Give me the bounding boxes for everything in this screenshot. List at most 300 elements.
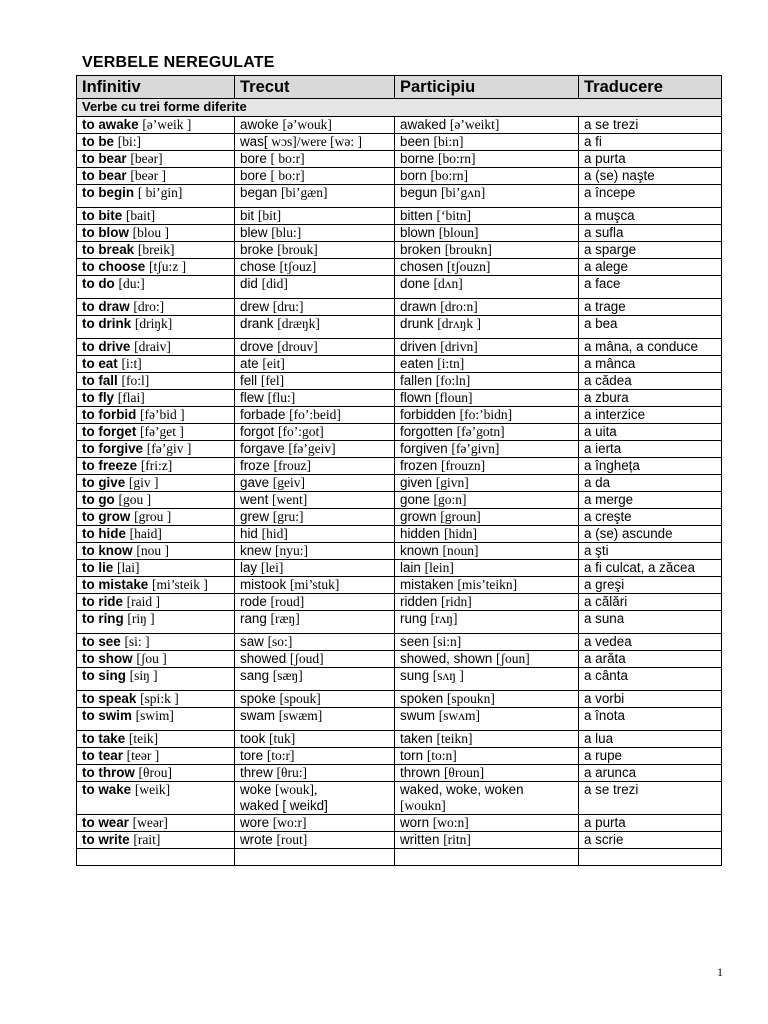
past-cell [235,634,395,651]
participle-word: sung [400,668,430,683]
infinitive-cell [77,708,235,731]
participle-word: driven [400,339,437,354]
table-row [77,691,722,708]
participle-ipa-alt: [woukn] [400,798,446,813]
participle-ipa: [ridn] [440,594,472,609]
translation-text: a suna [584,611,625,626]
past-word: showed [240,651,287,666]
participle-cell [395,526,579,543]
infinitive-word: to forget [82,424,137,439]
translation-cell [579,560,722,577]
infinitive-ipa: [weər] [132,815,168,830]
participle-word: showed, shown [400,651,493,666]
past-word: bit [240,208,255,223]
translation-text: a creşte [584,509,632,524]
translation-text: a (se) ascunde [584,526,673,541]
participle-ipa: [lein] [424,560,454,575]
infinitive-ipa: [spi:k ] [140,691,179,706]
translation-cell [579,441,722,458]
infinitive-word: to forbid [82,407,137,422]
past-word: froze [240,458,270,473]
infinitive-ipa: [fə’get ] [140,424,184,439]
participle-ipa: [to:n] [426,748,457,763]
translation-cell [579,509,722,526]
translation-cell [579,299,722,316]
participle-ipa: [ʃoun] [496,651,530,666]
participle-ipa: [drivn] [440,339,478,354]
past-ipa: [ bo:r] [270,151,305,166]
participle-word: thrown [400,765,441,780]
participle-ipa: [drʌŋk ] [437,316,482,331]
translation-cell [579,708,722,731]
past-ipa: [ræŋ] [270,611,300,626]
header-trecut: Trecut [235,76,395,99]
infinitive-ipa: [riŋ ] [127,611,155,626]
past-word: did [240,276,258,291]
past-cell [235,475,395,492]
translation-text: a interzice [584,407,646,422]
participle-ipa: [broukn] [444,242,492,257]
past-cell [235,185,395,208]
past-word: drank [240,316,274,331]
page-number: 1 [717,965,723,979]
past-ipa: [gru:] [272,509,304,524]
verbs-table [76,75,722,866]
past-cell [235,424,395,441]
infinitive-word: to eat [82,356,118,371]
infinitive-word: to fly [82,390,114,405]
infinitive-ipa: [giv ] [128,475,159,490]
participle-cell [395,708,579,731]
translation-text: a ierta [584,441,622,456]
infinitive-ipa: [i:t] [121,356,142,371]
past-cell [235,225,395,242]
past-word: sang [240,668,270,683]
infinitive-word: to show [82,651,133,666]
infinitive-ipa: [beər ] [130,168,166,183]
translation-text: a cădea [584,373,632,388]
translation-cell [579,259,722,276]
infinitive-cell [77,407,235,424]
translation-text: a uita [584,424,617,439]
participle-cell [395,151,579,168]
participle-word: waked, woke, woken [400,782,524,797]
infinitive-word: to wear [82,815,129,830]
participle-ipa: [sʌŋ ] [432,668,464,683]
infinitive-word: to see [82,634,121,649]
infinitive-cell [77,373,235,390]
past-ipa: [ə’wouk] [282,117,332,132]
infinitive-cell [77,117,235,134]
infinitive-ipa: [breik] [137,242,175,257]
translation-text: a călări [584,594,628,609]
past-cell [235,560,395,577]
infinitive-word: to take [82,731,126,746]
participle-word: borne [400,151,435,166]
infinitive-word: to awake [82,117,139,132]
infinitive-word: to bear [82,151,127,166]
infinitive-word: to hide [82,526,126,541]
past-word: swam [240,708,275,723]
participle-word: lain [400,560,421,575]
past-word: took [240,731,266,746]
infinitive-ipa: [grou ] [134,509,172,524]
past-ipa: [to:r] [266,748,295,763]
past-cell [235,765,395,782]
translation-cell [579,782,722,815]
past-word: wrote [240,832,273,847]
translation-text: a greşi [584,577,625,592]
participle-word: mistaken [400,577,454,592]
infinitive-word: to blow [82,225,129,240]
empty-cell [235,849,395,866]
table-row [77,782,722,815]
infinitive-word: to mistake [82,577,149,592]
infinitive-ipa: [θrou] [138,765,173,780]
infinitive-word: to swim [82,708,132,723]
participle-cell [395,134,579,151]
participle-cell [395,299,579,316]
infinitive-cell [77,748,235,765]
group-row [77,99,722,117]
past-cell [235,117,395,134]
participle-word: fallen [400,373,433,388]
participle-cell [395,492,579,509]
translation-cell [579,492,722,509]
translation-text: a se trezi [584,782,639,797]
translation-cell [579,765,722,782]
past-ipa: [θru:] [276,765,307,780]
infinitive-ipa: [haid] [129,526,162,541]
table-row [77,185,722,208]
past-ipa: [eit] [262,356,285,371]
infinitive-cell [77,815,235,832]
past-cell [235,339,395,356]
participle-cell [395,782,579,815]
infinitive-word: to choose [82,259,146,274]
past-word: rang [240,611,267,626]
infinitive-ipa: [beər] [130,151,163,166]
participle-word: grown [400,509,437,524]
infinitive-ipa: [swim] [135,708,174,723]
translation-cell [579,316,722,339]
participle-cell [395,815,579,832]
past-cell [235,356,395,373]
infinitive-cell [77,424,235,441]
participle-cell [395,276,579,299]
infinitive-ipa: [dro:] [133,299,165,314]
translation-cell [579,611,722,634]
past-ipa: [mi’stuk] [289,577,340,592]
infinitive-cell [77,475,235,492]
translation-text: a îngheța [584,458,640,473]
participle-ipa: [givn] [435,475,469,490]
past-ipa: [bi’gæn] [280,185,328,200]
translation-text: a mâna, a conduce [584,339,698,354]
participle-word: given [400,475,433,490]
participle-cell [395,832,579,849]
participle-word: blown [400,225,435,240]
participle-ipa: [hidn] [443,526,477,541]
past-cell [235,276,395,299]
infinitive-ipa: [tʃu:z ] [148,259,187,274]
past-cell [235,259,395,276]
infinitive-word: to speak [82,691,137,706]
infinitive-cell [77,316,235,339]
participle-ipa: [i:tn] [437,356,465,371]
translation-cell [579,475,722,492]
infinitive-ipa: [bait] [125,208,156,223]
table-row [77,151,722,168]
translation-text: a cânta [584,668,628,683]
header-participiu: Participiu [395,76,579,99]
empty-cell [579,849,722,866]
past-cell [235,168,395,185]
translation-cell [579,691,722,708]
infinitive-word: to bite [82,208,123,223]
past-word: gave [240,475,270,490]
past-word: hid [240,526,258,541]
past-cell [235,441,395,458]
translation-text: a da [584,475,611,490]
infinitive-word: to give [82,475,126,490]
infinitive-cell [77,299,235,316]
infinitive-word: to go [82,492,115,507]
table-row [77,276,722,299]
past-word: bore [240,151,267,166]
participle-ipa: [floun] [435,390,473,405]
past-word: threw [240,765,273,780]
translation-text: a şti [584,543,609,558]
table-row [77,117,722,134]
participle-word: done [400,276,430,291]
past-word: rode [240,594,267,609]
past-ipa: wɔs]/were [wə: ] [271,134,362,149]
infinitive-word: to sing [82,668,126,683]
translation-text: a merge [584,492,634,507]
participle-cell [395,168,579,185]
table-body [77,99,722,849]
participle-cell [395,691,579,708]
past-word: saw [240,634,264,649]
past-ipa: [blu:] [271,225,302,240]
infinitive-word: to forgive [82,441,144,456]
translation-text: a rupe [584,748,622,763]
translation-text: a începe [584,185,636,200]
past-word: lay [240,560,258,575]
infinitive-ipa: [si: ] [124,634,150,649]
infinitive-ipa: [du:] [118,276,145,291]
participle-word: awaked [400,117,447,132]
infinitive-word: to freeze [82,458,138,473]
past-ipa: [drouv] [277,339,318,354]
past-ipa: [frouz] [273,458,311,473]
infinitive-ipa: [fə’bid ] [140,407,185,422]
participle-cell [395,390,579,407]
past-word: broke [240,242,274,257]
participle-word: worn [400,815,430,830]
participle-cell [395,668,579,691]
past-cell [235,458,395,475]
table-row [77,651,722,668]
past-ipa: [ bo:r] [270,168,305,183]
past-ipa: [fel] [260,373,285,388]
past-word-alt: waked [ weikd] [240,798,328,813]
participle-cell [395,316,579,339]
empty-cell [395,849,579,866]
infinitive-cell [77,509,235,526]
participle-word: gone [400,492,430,507]
past-ipa: [lei] [260,560,284,575]
infinitive-ipa: [siŋ ] [129,668,158,683]
past-ipa: [sæŋ] [272,668,303,683]
infinitive-cell [77,560,235,577]
infinitive-ipa: [teik] [128,731,159,746]
participle-ipa: [si:n] [432,634,462,649]
table-row [77,748,722,765]
past-cell [235,316,395,339]
participle-word: taken [400,731,433,746]
past-cell [235,577,395,594]
participle-cell [395,208,579,225]
infinitive-word: to drink [82,316,132,331]
participle-ipa: [ritn] [443,832,471,847]
table-row [77,441,722,458]
translation-cell [579,151,722,168]
past-cell [235,691,395,708]
participle-cell [395,424,579,441]
past-ipa: [bit] [257,208,282,223]
infinitive-ipa: [bi:] [117,134,141,149]
participle-cell [395,634,579,651]
participle-cell [395,458,579,475]
past-ipa: [dræŋk] [277,316,320,331]
past-word: tore [240,748,264,763]
table-row [77,475,722,492]
translation-text: a purta [584,815,626,830]
participle-word: eaten [400,356,434,371]
participle-word: rung [400,611,427,626]
past-word: forgave [240,441,285,456]
infinitive-word: to ride [82,594,123,609]
past-word: began [240,185,278,200]
participle-cell [395,242,579,259]
past-word: forbade [240,407,286,422]
past-cell [235,151,395,168]
table-row [77,259,722,276]
table-row [77,594,722,611]
translation-text: a alege [584,259,628,274]
past-ipa: [nyu:] [275,543,308,558]
participle-ipa: [ə’weikt] [449,117,500,132]
translation-cell [579,731,722,748]
translation-text: a înota [584,708,625,723]
translation-cell [579,526,722,543]
table-row [77,708,722,731]
infinitive-cell [77,492,235,509]
participle-word: hidden [400,526,441,541]
infinitive-cell [77,168,235,185]
infinitive-word: to draw [82,299,130,314]
table-row [77,815,722,832]
translation-cell [579,356,722,373]
participle-cell [395,560,579,577]
past-ipa: [brouk] [277,242,318,257]
table-row [77,543,722,560]
translation-cell [579,339,722,356]
participle-ipa: [dro:n] [440,299,478,314]
infinitive-cell [77,611,235,634]
past-cell [235,731,395,748]
infinitive-cell [77,577,235,594]
table-row [77,611,722,634]
table-row [77,492,722,509]
infinitive-cell [77,225,235,242]
translation-cell [579,134,722,151]
past-ipa: [swæm] [278,708,323,723]
past-cell [235,407,395,424]
past-ipa: [geiv] [272,475,306,490]
infinitive-word: to drive [82,339,131,354]
infinitive-word: to be [82,134,114,149]
infinitive-cell [77,134,235,151]
past-ipa: [spouk] [279,691,321,706]
infinitive-cell [77,259,235,276]
infinitive-ipa: [lai] [116,560,140,575]
past-word: chose [240,259,276,274]
past-word: flew [240,390,264,405]
translation-text: a arunca [584,765,637,780]
past-word: grew [240,509,270,524]
past-ipa: [wouk], [275,782,318,797]
past-cell [235,242,395,259]
table-row [77,832,722,849]
participle-word: broken [400,242,441,257]
participle-cell [395,651,579,668]
header-traducere: Traducere [579,76,722,99]
participle-cell [395,475,579,492]
past-cell [235,373,395,390]
past-word: drove [240,339,274,354]
table-row [77,458,722,475]
infinitive-ipa: [fo:l] [121,373,150,388]
translation-cell [579,117,722,134]
infinitive-cell [77,390,235,407]
participle-ipa: [dʌn] [433,276,463,291]
header-row [77,76,722,99]
table-row [77,225,722,242]
translation-text: a se trezi [584,117,639,132]
translation-cell [579,390,722,407]
past-cell [235,492,395,509]
infinitive-cell [77,765,235,782]
past-cell [235,526,395,543]
participle-word: ridden [400,594,438,609]
past-ipa: [rout] [276,832,308,847]
participle-word: torn [400,748,424,763]
participle-word: been [400,134,430,149]
participle-ipa: [go:n] [433,492,467,507]
translation-cell [579,832,722,849]
translation-text: a muşca [584,208,635,223]
infinitive-ipa: [rait] [133,832,161,847]
table-row [77,373,722,390]
infinitive-ipa: [teər ] [126,748,160,763]
translation-cell [579,373,722,390]
table-row [77,134,722,151]
past-cell [235,208,395,225]
participle-ipa: [θroun] [443,765,485,780]
